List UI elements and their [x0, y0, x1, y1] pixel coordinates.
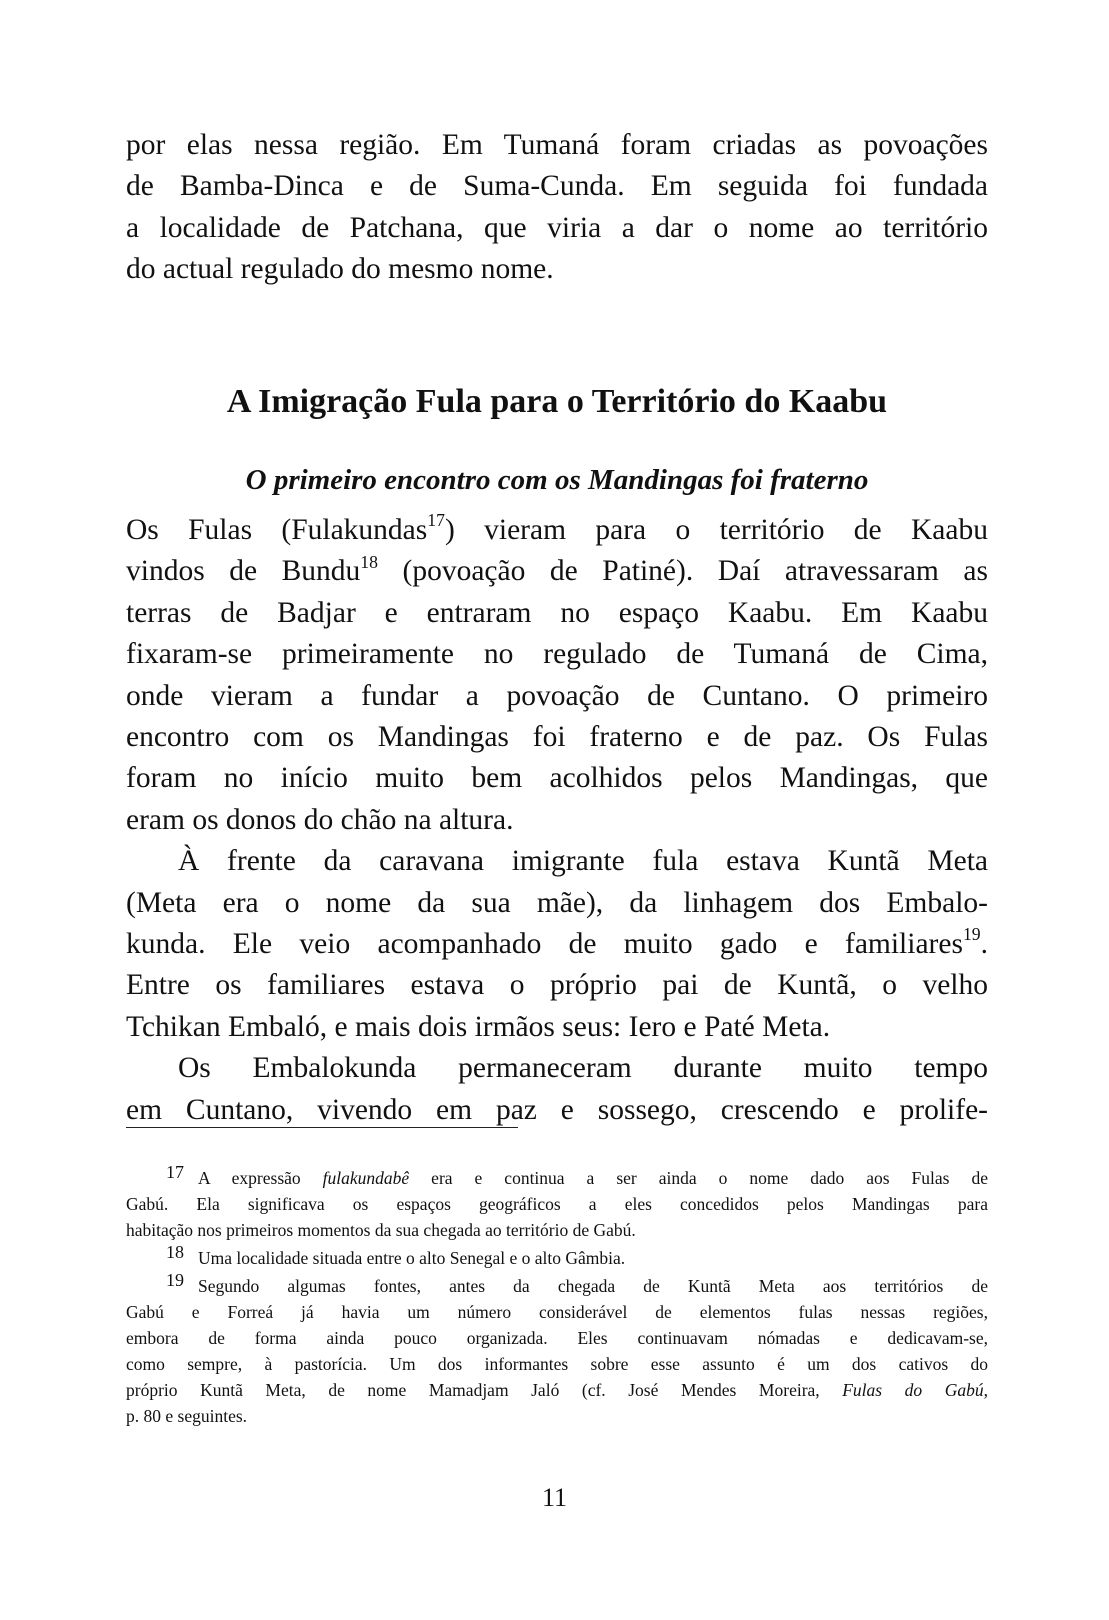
text-line: por elas nessa região. Em Tumaná foram criadas as povoações: [126, 129, 988, 161]
text-line: (Meta era o nome da sua mãe), da linhagem dos Embalo-: [126, 886, 988, 919]
section-heading: A Imigração Fula para o Território do Kaabu: [226, 383, 888, 420]
text-line: do actual regulado do mesmo nome.: [126, 253, 554, 286]
footnote-18: [126, 1242, 988, 1271]
text-line: [126, 924, 988, 965]
text-line: em Cuntano, vivendo em paz e sossego, crescendo e prolife-: [126, 1093, 988, 1126]
text-run: Uma localidade situada entre o alto Senegal e o alto Gâmbia.: [198, 1248, 626, 1268]
text-line: fixaram-se primeiramente no regulado de Tumaná de Cima,: [126, 638, 988, 671]
text-run: Os Fulas (Fulakundas: [126, 514, 428, 546]
text-run: era e continua a ser ainda o nome dado aos Fulas de: [409, 1168, 988, 1188]
text-run: ,: [983, 1380, 988, 1400]
footnote-ref-18: 18: [360, 551, 378, 572]
footnote-line: [126, 1162, 988, 1191]
text-run: Segundo algumas fontes, antes da chegada de Kuntã Meta aos territórios de: [198, 1276, 988, 1296]
text-line: Entre os familiares estava o próprio pai de Kuntã, o velho: [126, 969, 988, 1002]
text-run: ) vieram para o território de Kaabu: [444, 514, 988, 546]
text-run: (povoação de Patiné). Daí atravessaram as: [377, 555, 988, 588]
footnote-line: habitação nos primeiros momentos da sua chegada ao território de Gabú.: [126, 1220, 636, 1240]
footnote-line: p. 80 e seguintes.: [126, 1406, 248, 1426]
text-run: kunda. Ele veio acompanhado de muito gado e familiares: [126, 928, 963, 961]
text-line: [126, 551, 988, 592]
footnote-number: 18: [166, 1242, 184, 1262]
book-title: Fulas do Gabú: [842, 1380, 984, 1400]
footnote-17: [126, 1162, 988, 1243]
opening-paragraph: [126, 125, 988, 291]
page-number: 11: [541, 1483, 568, 1512]
text-line: Tchikan Embaló, e mais dois irmãos seus: Iero e Paté Meta.: [126, 1010, 831, 1043]
footnote-number: 19: [166, 1270, 184, 1290]
text-line: foram no início muito bem acolhidos pelos Mandingas, que: [126, 762, 988, 795]
footnote-line: [126, 1377, 988, 1403]
text-line: [126, 510, 988, 551]
footnote-line: [126, 1270, 988, 1299]
text-line: encontro com os Mandingas foi fraterno e de paz. Os Fulas: [126, 721, 988, 754]
footnote-line: embora de forma ainda pouco organizada. Eles continuavam nómadas e dedicavam-se,: [126, 1328, 988, 1348]
text-line: eram os donos do chão na altura.: [126, 803, 514, 836]
footnote-ref-19: 19: [962, 924, 981, 945]
footnote-19: [126, 1270, 988, 1429]
footnote-line: Gabú e Forreá já havia um número considerável de elementos fulas nessas regiões,: [126, 1302, 988, 1322]
text-run: próprio Kuntã Meta, de nome Mamadjam Jaló (cf. José Mendes Moreira,: [126, 1380, 843, 1400]
text-line: a localidade de Patchana, que viria a dar o nome ao território: [126, 211, 988, 244]
text-run: A expressão: [198, 1168, 323, 1188]
text-line: de Bamba-Dinca e de Suma-Cunda. Em seguida foi fundada: [126, 170, 988, 203]
text-line: À frente da caravana imigrante fula estava Kuntã Meta: [178, 845, 988, 878]
body-text: [126, 510, 988, 1131]
footnotes: [126, 1162, 988, 1431]
footnote-line: como sempre, à pastorícia. Um dos informantes sobre esse assunto é um dos cativos do: [126, 1354, 988, 1374]
text-run: .: [980, 928, 988, 961]
footnote-ref-17: 17: [427, 510, 445, 531]
text-line: Os Embalokunda permaneceram durante muito tempo: [178, 1052, 988, 1085]
text-run: vindos de Bundu: [126, 555, 361, 588]
section-subheading: O primeiro encontro com os Mandingas foi fraterno: [245, 464, 869, 496]
footnote-number: 17: [166, 1162, 184, 1182]
italic-term: fulakundabê: [322, 1168, 410, 1188]
footnote-line: [126, 1242, 988, 1271]
text-line: terras de Badjar e entraram no espaço Kaabu. Em Kaabu: [126, 596, 988, 629]
footnote-divider: [126, 1127, 518, 1128]
footnote-line: Gabú. Ela significava os espaços geográficos a eles concedidos pelos Mandingas para: [126, 1194, 988, 1214]
text-line: onde vieram a fundar a povoação de Cuntano. O primeiro: [126, 679, 988, 712]
